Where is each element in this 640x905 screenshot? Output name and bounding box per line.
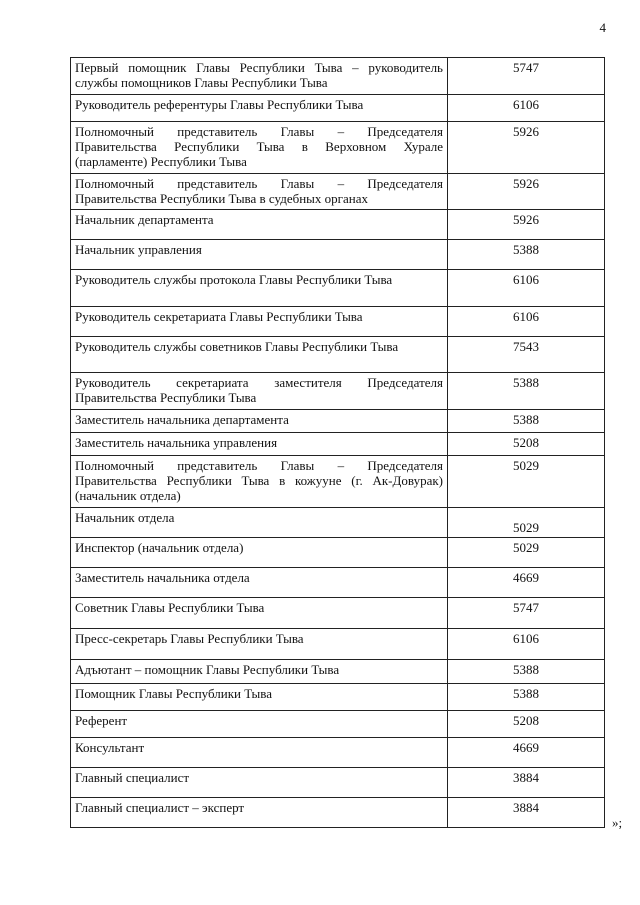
position-cell: Заместитель начальника отдела: [71, 568, 448, 598]
salary-cell: 3884: [448, 798, 605, 828]
position-cell: Начальник отдела: [71, 508, 448, 538]
salary-cell: 5029: [448, 456, 605, 508]
table-row: [71, 174, 605, 210]
table-row: [71, 660, 605, 684]
page-number: 4: [599, 20, 606, 35]
salary-cell: 5388: [448, 410, 605, 433]
position-cell: Руководитель секретариата заместителя Председателя Правительства Республики Тыва: [71, 373, 448, 410]
position-cell: Полномочный представитель Главы – Председателя Правительства Республики Тыва в кожууне (г. Ак-Довурак) (начальник отдела): [71, 456, 448, 508]
table-row: [71, 122, 605, 174]
position-cell: Полномочный представитель Главы – Председателя Правительства Республики Тыва в Верховном Хурале (парламенте) Республики Тыва: [71, 122, 448, 174]
position-cell: Полномочный представитель Главы – Председателя Правительства Республики Тыва в судебных органах: [71, 174, 448, 210]
position-cell: Начальник управления: [71, 240, 448, 270]
salary-cell: 5208: [448, 711, 605, 738]
position-cell: Инспектор (начальник отдела): [71, 538, 448, 568]
position-cell: Консультант: [71, 738, 448, 768]
table-row: [71, 598, 605, 629]
salary-cell: 4669: [448, 738, 605, 768]
salary-cell: 4669: [448, 568, 605, 598]
salary-cell: 5208: [448, 433, 605, 456]
table-row: [71, 629, 605, 660]
salary-cell: 5029: [448, 538, 605, 568]
table-row: [71, 433, 605, 456]
salary-cell: 6106: [448, 270, 605, 307]
table-row: [71, 798, 605, 828]
table-row: [71, 337, 605, 373]
table-row: [71, 568, 605, 598]
table-row: [71, 456, 605, 508]
closing-mark: »;: [612, 815, 623, 830]
position-cell: Первый помощник Главы Республики Тыва – руководитель службы помощников Главы Республики Тыва: [71, 58, 448, 95]
salary-cell: 5029: [448, 508, 605, 538]
salary-cell: 5926: [448, 122, 605, 174]
salary-table: [70, 57, 605, 828]
table-row: [71, 738, 605, 768]
salary-cell: 5926: [448, 174, 605, 210]
table-row: [71, 58, 605, 95]
salary-cell: 3884: [448, 768, 605, 798]
table-row: [71, 240, 605, 270]
position-cell: Главный специалист: [71, 768, 448, 798]
position-cell: Руководитель службы протокола Главы Республики Тыва: [71, 270, 448, 307]
salary-cell: 7543: [448, 337, 605, 373]
position-cell: Руководитель службы советников Главы Республики Тыва: [71, 337, 448, 373]
salary-cell: 5388: [448, 240, 605, 270]
position-cell: Начальник департамента: [71, 210, 448, 240]
salary-cell: 5388: [448, 660, 605, 684]
position-cell: Пресс-секретарь Главы Республики Тыва: [71, 629, 448, 660]
table-row: [71, 508, 605, 538]
salary-cell: 6106: [448, 307, 605, 337]
table-row: [71, 538, 605, 568]
position-cell: Заместитель начальника департамента: [71, 410, 448, 433]
position-cell: Советник Главы Республики Тыва: [71, 598, 448, 629]
position-cell: Референт: [71, 711, 448, 738]
salary-cell: 5747: [448, 598, 605, 629]
table-row: [71, 373, 605, 410]
table-row: [71, 307, 605, 337]
salary-cell: 5747: [448, 58, 605, 95]
table-row: [71, 95, 605, 122]
salary-cell: 5388: [448, 684, 605, 711]
table-row: [71, 684, 605, 711]
salary-table-body: [71, 58, 605, 828]
position-cell: Помощник Главы Республики Тыва: [71, 684, 448, 711]
table-row: [71, 711, 605, 738]
position-cell: Заместитель начальника управления: [71, 433, 448, 456]
table-row: [71, 210, 605, 240]
table-row: [71, 410, 605, 433]
salary-cell: 6106: [448, 629, 605, 660]
salary-cell: 5926: [448, 210, 605, 240]
position-cell: Руководитель секретариата Главы Республики Тыва: [71, 307, 448, 337]
table-row: [71, 270, 605, 307]
position-cell: Руководитель референтуры Главы Республики Тыва: [71, 95, 448, 122]
table-row: [71, 768, 605, 798]
position-cell: Главный специалист – эксперт: [71, 798, 448, 828]
position-cell: Адъютант – помощник Главы Республики Тыва: [71, 660, 448, 684]
salary-cell: 6106: [448, 95, 605, 122]
salary-cell: 5388: [448, 373, 605, 410]
